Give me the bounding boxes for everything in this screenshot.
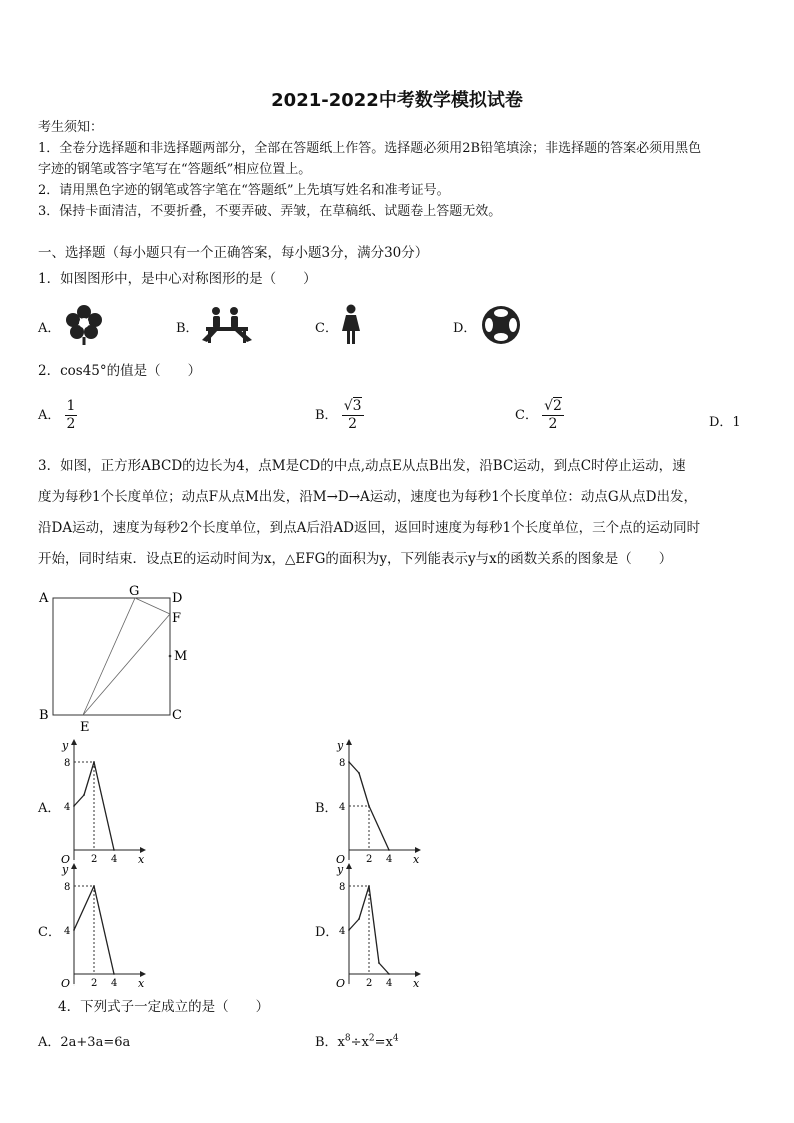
origin-label: O: [61, 853, 71, 863]
notice-block: [38, 117, 768, 222]
q1-option-c-label: C．: [315, 321, 338, 336]
q3-option-b-label: B．: [315, 801, 338, 816]
q2-option-c-label: C．: [515, 408, 538, 423]
point-c-label: C: [172, 708, 182, 723]
y-axis-label: y: [337, 739, 344, 752]
y-axis-arrow: [346, 739, 352, 745]
origin-label: O: [336, 853, 346, 863]
point-f-label: F: [172, 611, 182, 626]
data-point: [83, 794, 85, 796]
q3-option-a-label: A．: [38, 801, 61, 816]
x-tick-label: 2: [366, 854, 373, 863]
notice-line-2: 2．请用黑色字迹的钢笔或答字笔在“答题纸”上先填写姓名和准考证号。: [38, 183, 450, 198]
q2-option-a-label: A．: [38, 408, 61, 423]
x-axis-label: x: [138, 977, 145, 987]
x-tick-label: 4: [111, 854, 118, 863]
graph-option-a: [58, 738, 148, 863]
y-tick-label: 8: [64, 882, 71, 893]
x-tick-label: 2: [366, 978, 373, 987]
q2-option-d: D．1: [709, 415, 741, 430]
notice-heading: 考生须知：: [38, 120, 104, 135]
y-tick-label: 8: [339, 758, 346, 769]
woman-icon: [340, 304, 362, 346]
data-point: [93, 885, 95, 887]
q1-stem: 1．如图图形中，是中心对称图形的是（ ）: [38, 271, 317, 287]
fraction-one-half: $\frac{1}{2}$: [66, 398, 76, 432]
q3-option-c-label: C．: [38, 925, 61, 940]
data-point: [388, 973, 390, 975]
data-point: [113, 849, 115, 851]
fraction-root3-over-2: $\frac{√3}{2}$: [343, 398, 362, 432]
q1-option-b-label: B．: [176, 321, 199, 336]
page-title: 2021-2022中考数学模拟试卷: [271, 90, 523, 111]
data-point: [378, 962, 380, 964]
origin-label: O: [336, 977, 346, 987]
data-point: [358, 772, 360, 774]
data-point: [113, 973, 115, 975]
graph-option-d: [333, 862, 423, 987]
graph-option-c: [58, 862, 148, 987]
origin-label: O: [61, 977, 71, 987]
x-tick-label: 2: [91, 854, 98, 863]
y-axis-arrow: [71, 863, 77, 869]
q2-option-b: [315, 398, 364, 433]
q4-stem: 4．下列式子一定成立的是（ ）: [58, 999, 270, 1015]
x-axis-label: x: [413, 977, 420, 987]
data-point: [368, 805, 370, 807]
point-e-label: E: [80, 720, 90, 735]
notice-line-1b: 字迹的钢笔或答字笔写在“答题纸”相应位置上。: [38, 162, 312, 177]
data-point: [348, 929, 350, 931]
square-figure: [36, 584, 196, 736]
y-tick-label: 8: [339, 882, 346, 893]
q2-option-b-label: B．: [315, 408, 338, 423]
y-tick-label: 4: [64, 802, 71, 813]
y-tick-label: 4: [64, 926, 71, 937]
x-axis-label: x: [413, 853, 420, 863]
q4-option-a: A．2a+3a=6a: [38, 1035, 131, 1050]
y-axis-arrow: [346, 863, 352, 869]
x-axis-label: x: [138, 853, 145, 863]
q3-stem: 3．如图，正方形ABCD的边长为4，点M是CD的中点,动点E从点B出发，沿BC运动，到点C时停止运动，速 度为每秒1个长度单位；动点F从点M出发，沿M→D→A运动，速度也为每秒1个长度单位：动点G从点D出发， 沿DA运动，速度为每秒2个长度单位，到点A后沿AD返回，返回时速度为每秒1个长度单位，三个点的运动同时 开始，同时结束．设点E的运动时间为x，△EFG的面积为y，下列能表示y与x的函数关系的图象是（ ）: [38, 458, 701, 567]
point-m-label: M: [174, 649, 188, 664]
data-point: [368, 885, 370, 887]
data-point: [388, 849, 390, 851]
x-tick-label: 4: [386, 854, 393, 863]
notice-line-3: 3．保持卡面清洁，不要折叠，不要弄破、弄皱，在草稿纸、试题卷上答题无效。: [38, 204, 502, 219]
y-axis-arrow: [71, 739, 77, 745]
circle-x-icon: [480, 304, 522, 346]
fraction-root2-over-2: $\frac{√2}{2}$: [544, 398, 562, 432]
point-b-label: B: [39, 708, 49, 723]
section-heading: 一、选择题（每小题只有一个正确答案，每小题3分，满分30分）: [38, 245, 429, 261]
q1-option-a-label: A．: [38, 321, 61, 336]
y-tick-label: 4: [339, 802, 346, 813]
notice-line-1a: 1．全卷分选择题和非选择题两部分，全部在答题纸上作答。选择题必须用2B铅笔填涂；非选择题的答案必须用黑色: [38, 141, 702, 156]
q2-option-a: [38, 398, 77, 433]
data-point: [348, 761, 350, 763]
flower-icon: [64, 303, 104, 345]
q4-option-b: B．$x^8\div x^2=x^4$: [315, 1033, 399, 1050]
y-axis-label: y: [337, 863, 344, 876]
point-d-label: D: [172, 591, 183, 606]
data-point: [73, 805, 75, 807]
x-tick-label: 2: [91, 978, 98, 987]
people-on-bench-icon: [202, 306, 252, 344]
q2-option-c: [515, 398, 564, 433]
data-point: [93, 761, 95, 763]
y-axis-label: y: [62, 863, 69, 876]
data-point: [358, 918, 360, 920]
x-tick-label: 4: [111, 978, 118, 987]
y-tick-label: 8: [64, 758, 71, 769]
y-tick-label: 4: [339, 926, 346, 937]
q1-option-d-label: D．: [453, 321, 477, 336]
y-axis-label: y: [62, 739, 69, 752]
q3-option-d-label: D．: [315, 925, 339, 940]
point-a-label: A: [39, 591, 49, 606]
data-point: [73, 929, 75, 931]
x-tick-label: 4: [386, 978, 393, 987]
q2-stem: 2．cos45°的值是（ ）: [38, 363, 202, 379]
graph-option-b: [333, 738, 423, 863]
point-g-label: G: [129, 584, 140, 599]
